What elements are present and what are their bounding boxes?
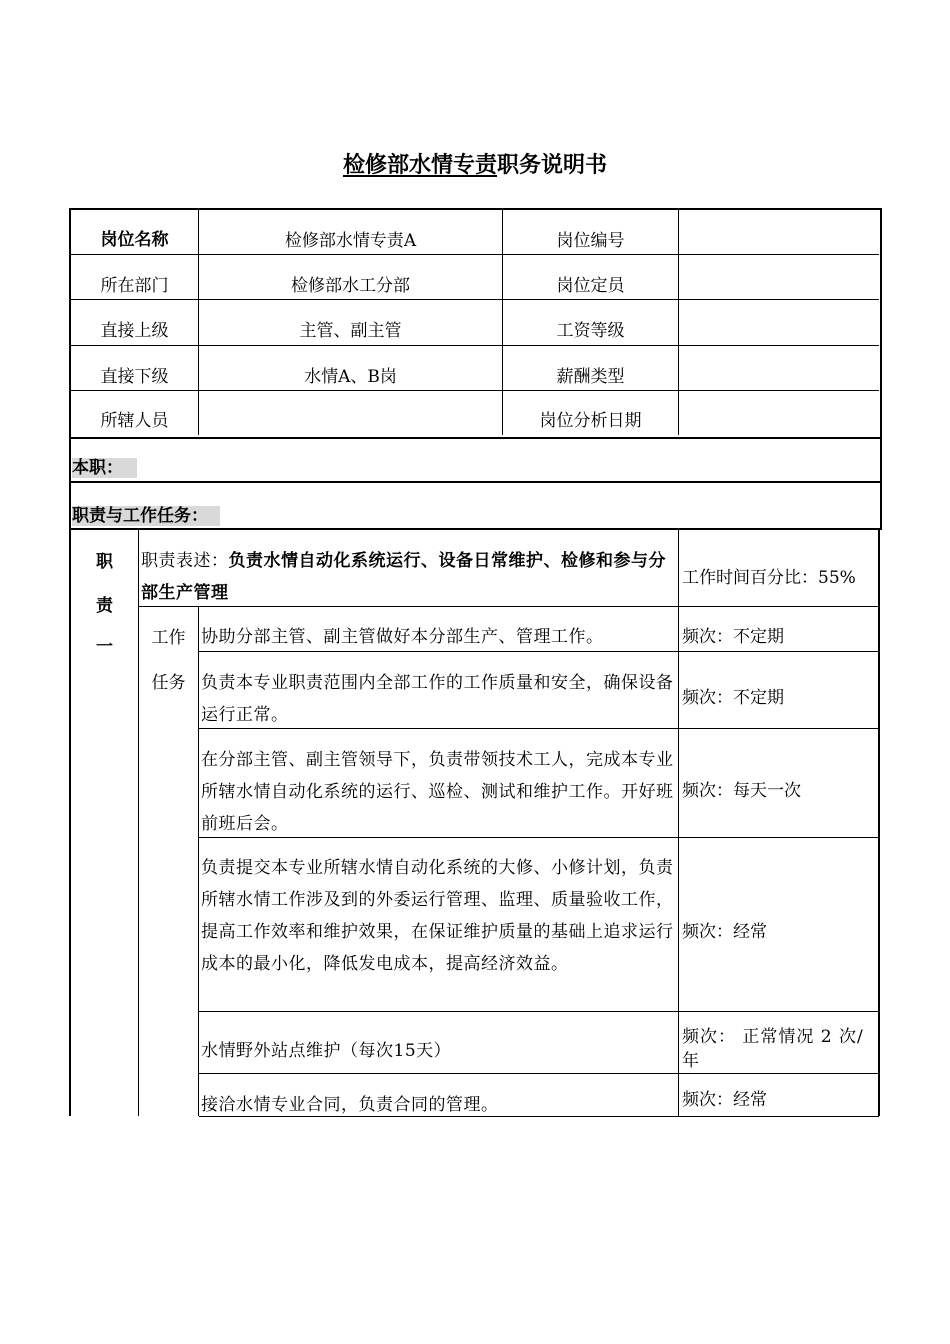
task-label: 工作 xyxy=(151,628,186,648)
duty-desc-main: 负责水情自动化系统运行、设备日常维护、检修和参与分部生产管理 xyxy=(141,551,666,603)
divider xyxy=(71,254,879,255)
divider xyxy=(199,1011,879,1012)
label-analysis-date: 岗位分析日期 xyxy=(539,411,642,431)
section-zhize: 职责与工作任务： xyxy=(72,505,220,527)
label-post-number: 岗位编号 xyxy=(556,231,625,251)
divider xyxy=(678,210,679,435)
label-staff: 所辖人员 xyxy=(100,411,169,431)
divider xyxy=(71,345,879,346)
page-title xyxy=(0,148,950,179)
time-percent: 工作时间百分比：55% xyxy=(682,568,856,588)
title-underlined: 检修部水情专责 xyxy=(342,153,497,178)
task-frequency: 频次：经常 xyxy=(682,1090,767,1110)
divider xyxy=(878,528,880,1116)
task-frequency: 频次：经常 xyxy=(682,922,767,942)
task-text: 负责提交本专业所辖水情自动化系统的大修、小修计划，负责所辖水情工作涉及到的外委运行管理、监理、质量验收工作，提高工作效率和维护效果，在保证维护质量的基础上追求运行成本的最小化，降低发电成本，提高经济效益。 xyxy=(201,858,674,974)
label-direct-subordinate: 直接下级 xyxy=(100,367,169,387)
task-frequency: 频次： 正常情况 2 次/年 xyxy=(682,1027,864,1071)
duty-label-char: 一 xyxy=(96,637,113,657)
value-direct-superior: 主管、副主管 xyxy=(299,321,402,341)
duty-desc-prefix: 职责表述： xyxy=(141,551,229,571)
task-frequency: 频次：不定期 xyxy=(682,688,784,708)
divider xyxy=(71,390,879,391)
task-text: 协助分部主管、副主管做好本分部生产、管理工作。 xyxy=(201,627,604,647)
label-salary-grade: 工资等级 xyxy=(556,321,625,341)
task-frequency: 频次：每天一次 xyxy=(682,781,801,801)
value-direct-subordinate: 水情A、B岗 xyxy=(304,367,397,387)
task-text: 在分部主管、副主管领导下，负责带领技术工人，完成本专业所辖水情自动化系统的运行、巡检、测试和维护工作。开好班前班后会。 xyxy=(201,750,674,834)
duty-label-char: 责 xyxy=(96,596,113,616)
label-headcount: 岗位定员 xyxy=(556,276,625,296)
divider xyxy=(199,1073,879,1074)
duty-description xyxy=(141,545,676,609)
label-pay-type: 薪酬类型 xyxy=(556,367,625,387)
task-text: 接洽水情专业合同，负责合同的管理。 xyxy=(201,1095,499,1115)
divider xyxy=(198,606,199,1116)
task-text: 负责本专业职责范围内全部工作的工作质量和安全，确保设备运行正常。 xyxy=(201,673,674,725)
divider xyxy=(138,528,139,1116)
label-department: 所在部门 xyxy=(100,276,169,296)
label-direct-superior: 直接上级 xyxy=(100,321,169,341)
value-post-name: 检修部水情专责A xyxy=(284,231,417,251)
section-box xyxy=(69,435,882,483)
value-department: 检修部水工分部 xyxy=(291,276,410,296)
label-post-name: 岗位名称 xyxy=(100,230,169,250)
title-rest: 职务说明书 xyxy=(497,153,608,178)
divider xyxy=(71,299,879,300)
task-text: 水情野外站点维护（每次15天） xyxy=(201,1041,452,1061)
divider xyxy=(678,528,679,1116)
task-frequency: 频次：不定期 xyxy=(682,627,784,647)
duty-label-char: 职 xyxy=(96,552,113,572)
task-label: 任务 xyxy=(151,673,186,693)
section-benzhi: 本职： xyxy=(72,457,137,479)
